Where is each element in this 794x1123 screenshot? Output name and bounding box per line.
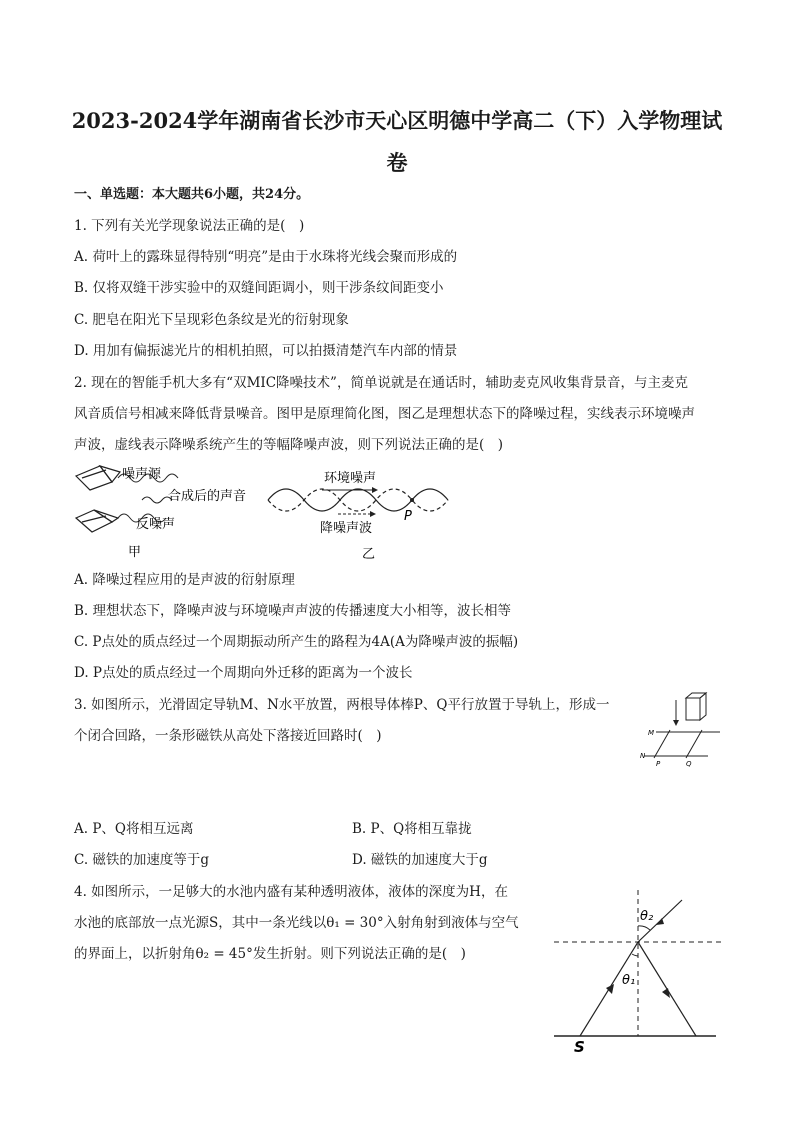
- label-env-noise: 环境噪声: [324, 471, 377, 486]
- q3-option-b: B. P、Q将相互靠拢: [352, 821, 472, 837]
- q1-option-a: A. 荷叶上的露珠显得特别“明亮”是由于水珠将光线会聚而形成的: [74, 249, 458, 265]
- q2-option-d: D. P点处的质点经过一个周期向外迁移的距离为一个波长: [74, 665, 413, 681]
- figure-jia: [70, 462, 270, 562]
- title-line-1: 2023-2024学年湖南省长沙市天心区明德中学高二（下）入学物理试: [71, 108, 723, 133]
- q2-stem-line-2: 风音质信号相减来降低背景噪音。图甲是原理简化图，图乙是理想状态下的降噪过程，实线表示环境噪声: [74, 406, 695, 422]
- speaker-icon: [76, 510, 118, 532]
- label-theta2: θ₂: [640, 909, 654, 924]
- q3-stem-line-1: 3. 如图所示，光滑固定导轨M、N水平放置，两根导体棒P、Q平行放置于导轨上，形成一: [74, 697, 610, 713]
- figure-yi: [262, 462, 462, 562]
- label-n: N: [640, 752, 646, 760]
- label-q: Q: [686, 760, 692, 768]
- magnet-icon: [686, 693, 706, 720]
- q4-stem-line-1: 4. 如图所示，一足够大的水池内盛有某种透明液体，液体的深度为H，在: [74, 884, 508, 900]
- title-line-2: 卷: [386, 150, 408, 175]
- q4-stem-line-3: 的界面上，以折射角θ₂ = 45°发生折射。则下列说法正确的是( ): [74, 946, 466, 962]
- q3-option-a: A. P、Q将相互远离: [74, 821, 194, 837]
- caption-yi: 乙: [362, 547, 376, 562]
- label-source-s: S: [574, 1038, 585, 1055]
- q2-stem-line-1: 2. 现在的智能手机大多有“双MIC降噪技术”，简单说就是在通话时，辅助麦克风收集背景音，与主麦克: [74, 375, 688, 391]
- q2-stem-line-3: 声波，虚线表示降噪系统产生的等幅降噪声波，则下列说法正确的是( ): [74, 437, 504, 453]
- label-theta1: θ₁: [622, 973, 636, 988]
- label-reduce-wave: 降噪声波: [320, 521, 373, 536]
- label-noise-source: 噪声源: [122, 467, 162, 482]
- label-anti-noise: 反噪声: [136, 517, 176, 532]
- q3-option-d: D. 磁铁的加速度大于g: [352, 852, 488, 868]
- q4-stem-line-2: 水池的底部放一点光源S，其中一条光线以θ₁ = 30°入射角射到液体与空气: [74, 915, 519, 931]
- q1-stem: 1. 下列有关光学现象说法正确的是( ): [74, 218, 305, 234]
- q1-option-b: B. 仅将双缝干涉实验中的双缝间距调小，则干涉条纹间距变小: [74, 280, 444, 296]
- page-title: [60, 100, 734, 184]
- q1-option-c: C. 肥皂在阳光下呈现彩色条纹是光的衍射现象: [74, 312, 349, 328]
- q2-option-a: A. 降噪过程应用的是声波的衍射原理: [74, 572, 295, 588]
- q3-option-c: C. 磁铁的加速度等于g: [74, 852, 210, 868]
- figure-refraction: [550, 880, 725, 1055]
- label-combined-sound: 合成后的声音: [168, 489, 247, 504]
- label-p: P: [656, 760, 661, 768]
- q3-stem-line-2: 个闭合回路，一条形磁铁从高处下落接近回路时( ): [74, 728, 382, 744]
- q1-option-d: D. 用加有偏振滤光片的相机拍照，可以拍摄清楚汽车内部的情景: [74, 343, 458, 359]
- section-heading: 一、单选题：本大题共6小题，共24分。: [74, 187, 310, 202]
- label-point-p: P: [404, 509, 412, 524]
- caption-jia: 甲: [128, 545, 142, 560]
- q2-option-c: C. P点处的质点经过一个周期振动所产生的路程为4A(A为降噪声波的振幅): [74, 634, 519, 650]
- label-m: M: [648, 729, 655, 737]
- speaker-icon: [76, 466, 120, 490]
- figure-rails: [636, 690, 726, 770]
- q2-option-b: B. 理想状态下，降噪声波与环境噪声声波的传播速度大小相等，波长相等: [74, 603, 512, 619]
